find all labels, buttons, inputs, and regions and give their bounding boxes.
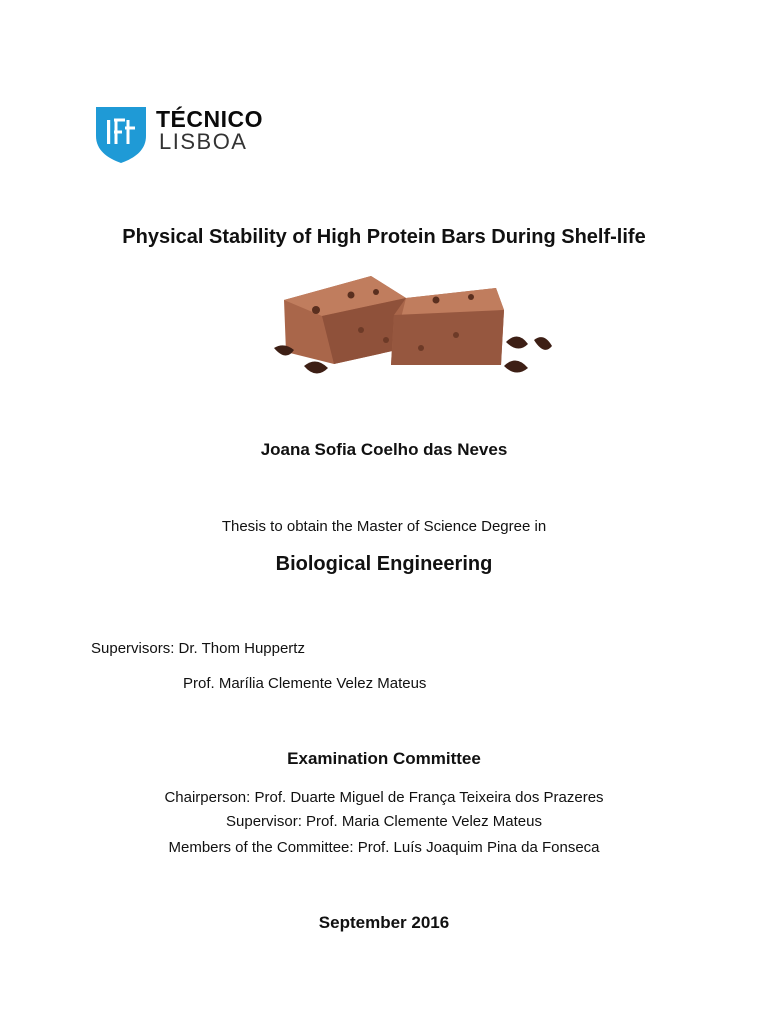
committee-heading: Examination Committee	[287, 749, 481, 768]
thesis-title: Physical Stability of High Protein Bars During Shelf-life	[122, 226, 646, 248]
degree-name: Biological Engineering	[275, 553, 493, 575]
committee-members: Members of the Committee: Prof. Luís Joaquim Pina da Fonseca	[168, 839, 600, 856]
author-name: Joana Sofia Coelho das Neves	[260, 440, 508, 459]
logo-text-tecnico: TÉCNICO	[156, 106, 263, 132]
committee-chairperson: Chairperson: Prof. Duarte Miguel de França Teixeira dos Prazeres	[164, 789, 604, 806]
supervisor-line-2: Prof. Marília Clemente Velez Mateus	[183, 675, 427, 692]
committee-supervisor: Supervisor: Prof. Maria Clemente Velez Mateus	[226, 813, 542, 830]
supervisor-line-1: Supervisors: Dr. Thom Huppertz	[91, 640, 305, 657]
degree-intro: Thesis to obtain the Master of Science Degree in	[221, 518, 547, 535]
thesis-date: September 2016	[318, 913, 450, 932]
protein-bar-image	[256, 270, 558, 386]
logo-text-lisboa: LISBOA	[159, 129, 248, 154]
ist-shield-logo	[95, 106, 147, 164]
